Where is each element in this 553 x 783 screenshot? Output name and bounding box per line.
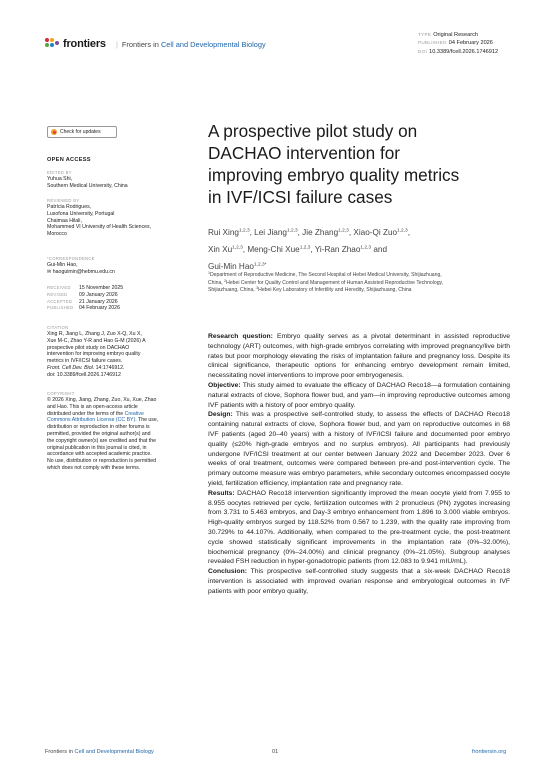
author-affiliation-marker: 1,2,3 [338, 228, 349, 234]
citation-doi[interactable]: doi: 10.3389/fcell.2026.1746912 [47, 371, 121, 378]
author-affiliation-marker: 1,2,3 [397, 228, 408, 234]
doi[interactable]: 10.3389/fcell.2026.1746912 [429, 48, 499, 55]
abstract-section-text: This was a prospective self-controlled study, to assess the effects of DACHAO Reco18 containing natural extracts of clove, Sophora flower bud, and yam on reproductive outcomes in 68 IVF patients (aged 20–40 years) with a history of IVF/ICSI failure and documented poor embryo quality (≤20% high-grade embryos and no surplus embryos). All participants had previously undergone IVF/ICSI treatment at our center between January 2022 and December 2023. Over 6 weeks of oral treatment, outcomes were compared between pre-and post-intervention cycle. The primary outcome measure was embryo parameters, while secondary outcomes encompassed oocyte yield, fertilization efficiency, implantation rate and pregnancy rate. [208, 411, 510, 487]
abstract-section [208, 410, 510, 488]
abstract [208, 332, 510, 597]
correspondence-block: *CORRESPONDENCE Gui-Min Hao, ✉ haoguimin@hebmu.edu.cn [47, 256, 165, 276]
dates-block: RECEIVED 15 November 2025 REVISED 09 January 2026 ACCEPTED 21 January 2026 PUBLISHED 04 February 2026 [47, 285, 124, 312]
author-affiliation-marker: 1,2,3 [232, 245, 243, 251]
journal-name-header[interactable]: | Frontiers in Cell and Developmental Biology [116, 40, 266, 49]
affiliation-text: Hebei Key Laboratory of Infertility and Heredity, Shijiazhuang, China [258, 287, 412, 294]
affiliation-marker: 2 [224, 278, 227, 283]
article-title: A prospective pilot study on DACHAO intervention for improving embryo quality metrics in IVF/ICSI failure cases [208, 121, 460, 207]
copyright-block: COPYRIGHT © 2026 Xing, Jiang, Zhang, Zuo, Xu, Xue, Zhao and Hao. This is an open-access article distributed under the terms of the Creative Commons Attribution License (CC BY). The use, distribution or reproduction in other forums is permitted, provided the original author(s) and the copyright owner(s) are credited and that the original publication in this journal is cited, in accordance with accepted academic practice. No use, distribution or reproduction is permitted which does not comply with these terms. [47, 391, 159, 471]
article-type: Original Research [433, 32, 478, 38]
frontiers-logo[interactable] [45, 38, 106, 50]
published-date: 04 February 2026 [448, 40, 493, 47]
abstract-section-label: Conclusion: [208, 568, 247, 576]
article-meta: TYPE Original Research PUBLISHED 04 February 2026 DOI 10.3389/fcell.2026.1746912 [418, 32, 499, 55]
abstract-section-text: DACHAO Reco18 intervention significantly improved the mean oocyte yield from 7.955 to 8.955 oocytes retrieved per cycle, fertilization outcomes with 2 pronucleus (PN) zygotes increasing from 3.731 to 5.463 embryos, and Day-3 embryo enhancement from 1.896 to 3.000 viable embryos. High-quality embryos surged by 118.52% from 0.567 to 1.239, with the quality rate improving from 30.729% to 44.107%. Additionally, when compared to the pre-treatment cycle, the post-treatment cycle showed statistically significant improvements in the implantation rate (0%–32.00%), biochemical pregnancy (0%–24.00%) and clinical pregnancy (0%–21.05%). Subgroup analyses revealed FSH reduction in hyper-gonadotropic patients (from 12.083 to 9.941 mIU/mL). [208, 489, 510, 566]
abstract-section-text: Embryo quality serves as a pivotal determinant in assisted reproductive technology (ART) outcomes, with high-grade embryos correlating with improved pregnancy/live birth rates but poor morphology elevating the risks of implantation failure and pregnancy loss. Despite its clinical significance, therapeutic options for enhancing embryo development remain limited, necessitating novel interventions to improve poor embryogenesis. [208, 333, 510, 380]
edited-by-block: EDITED BY Yuhua Shi, Southern Medical University, China [47, 170, 128, 189]
author-affiliation-marker: 1,2,3 [286, 228, 298, 234]
journal-prefix: Frontiers in [121, 40, 161, 49]
author-name: , Lei Jiang [249, 228, 287, 237]
cc-license-link-cont[interactable]: Commons Attribution License (CC BY). [47, 417, 137, 424]
footer-site-link[interactable]: frontiersin.org [472, 749, 507, 755]
affiliation-marker: 1 [208, 271, 210, 275]
abstract-section [208, 332, 510, 381]
author-list [208, 224, 518, 275]
affiliations [208, 272, 518, 295]
author-name: , [407, 228, 410, 237]
affiliation-marker: 3 [256, 286, 259, 291]
abstract-section [208, 381, 510, 410]
author-affiliation-marker: 1,2,3 [299, 245, 311, 251]
author-name: Gui-Min Hao [208, 262, 254, 271]
author-name: , Jie Zhang [297, 228, 339, 237]
reviewed-by-block: REVIEWED BY Patrícia Rodrigues, Lusofona University, Portugal Chaimaa Hilali, Mohammed VI University of Health Sciences, Morocco [47, 198, 152, 238]
check-updates-label: Check for updates [60, 129, 101, 135]
affiliation-text: Hebei Center for Quality Control and Management of Human Assisted Reproductive Technology, [226, 279, 444, 286]
affiliation-text: Department of Reproductive Medicine, The Second Hospital of Hebei Medical University, Shijiazhuang, [210, 272, 442, 278]
author-name: , Yi-Ran Zhao [310, 245, 361, 254]
open-access-label: OPEN ACCESS [47, 157, 91, 163]
abstract-section-label: Objective: [208, 381, 241, 389]
author-affiliation-marker: 1,2,3 [360, 245, 372, 251]
affiliation-text: Shijiazhuang, China, [208, 287, 257, 294]
check-for-updates-button[interactable] [47, 126, 117, 138]
correspondence-email[interactable]: ✉ haoguimin@hebmu.edu.cn [47, 268, 115, 275]
author-name: , Xiao-Qi Zuo [348, 228, 398, 237]
frontiers-logo-icon [45, 38, 59, 50]
footer-journal: Frontiers in Cell and Developmental Biology [45, 749, 154, 755]
logo-text: frontiers [63, 38, 106, 50]
abstract-section-text: This prospective self-controlled study suggests that a six-week DACHAO Reco18 intervention is associated with improved ovarian response and embryological outcomes in IVF patients with poor embryo quality, [208, 568, 510, 595]
author-name: Xin Xu [208, 245, 233, 254]
author-name: , Meng-Chi Xue [242, 245, 300, 254]
abstract-section [208, 567, 510, 596]
abstract-section-text: This study aimed to evaluate the efficacy of DACHAO Reco18—a formulation containing natural extracts of clove, Sophora flower bud, and yam—in improving reproductive outcomes among IVF patients with a history of poor embryo quality. [208, 381, 510, 409]
affiliation-line [208, 272, 518, 280]
affiliation-text: China, [208, 279, 225, 286]
author-name: and [371, 245, 388, 254]
affiliation-line [208, 287, 518, 295]
journal-title: Cell and Developmental Biology [160, 40, 266, 49]
abstract-section [208, 489, 510, 567]
abstract-section-label: Results: [208, 489, 235, 497]
citation-block: CITATION Xing R, Jiang L, Zhang J, Zuo X-Q, Xu X, Xue M-C, Zhao Y-R and Hao G-M (2026) A prospective pilot study on DACHAO intervention for improving embryo quality metrics in IVF/ICSI failure cases. Front. Cell Dev. Biol. 14:1746912. doi: 10.3389/fcell.2026.1746912 [47, 325, 165, 379]
check-updates-icon [51, 129, 57, 135]
author-line [208, 224, 518, 241]
author-affiliation-marker: 1,2,3 [238, 228, 250, 234]
author-line [208, 241, 518, 258]
page-number: 01 [272, 749, 279, 755]
author-affiliation-marker: 1,2,3* [253, 262, 267, 268]
abstract-section-label: Design: [208, 411, 233, 419]
cc-license-link[interactable]: Creative [124, 410, 144, 417]
author-name: Rui Xing [208, 228, 239, 237]
abstract-section-label: Research question: [208, 333, 273, 340]
